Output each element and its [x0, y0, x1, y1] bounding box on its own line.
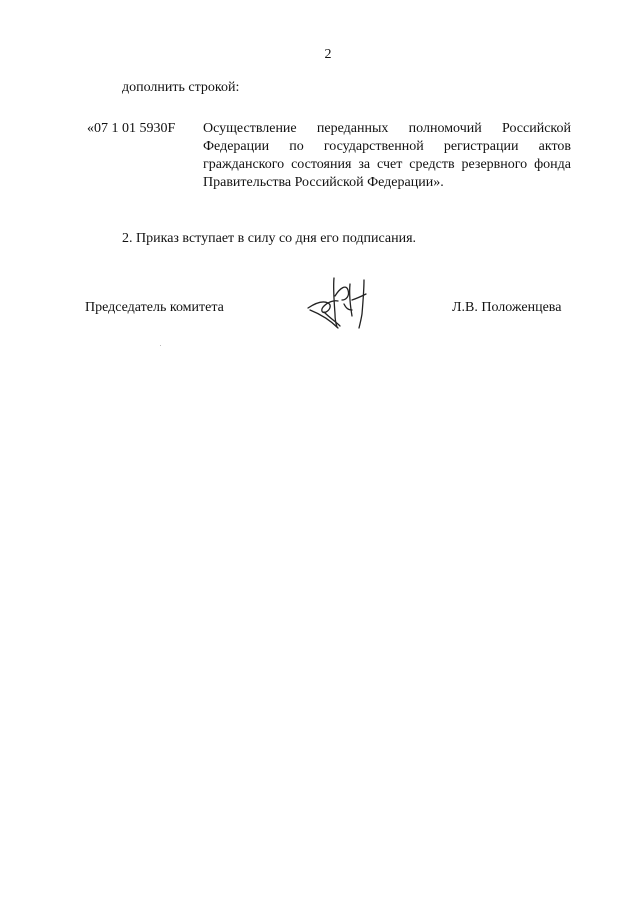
paragraph-2: 2. Приказ вступает в силу со дня его подписания.	[122, 231, 417, 246]
budget-code-description: Осуществление переданных полномочий Российской Федерации по государственной регистрации актов гражданского состояния за счет средств резервного фонда Правительства Российской Федерации».	[203, 121, 571, 190]
page-number: 2	[324, 47, 332, 62]
budget-code: «07 1 01 5930F	[87, 121, 176, 136]
intro-line: дополнить строкой:	[122, 80, 240, 95]
signer-name: Л.В. Положенцева	[452, 300, 562, 315]
signature-icon	[300, 270, 380, 330]
signer-title: Председатель комитета	[85, 300, 224, 315]
scan-speck	[160, 345, 161, 346]
